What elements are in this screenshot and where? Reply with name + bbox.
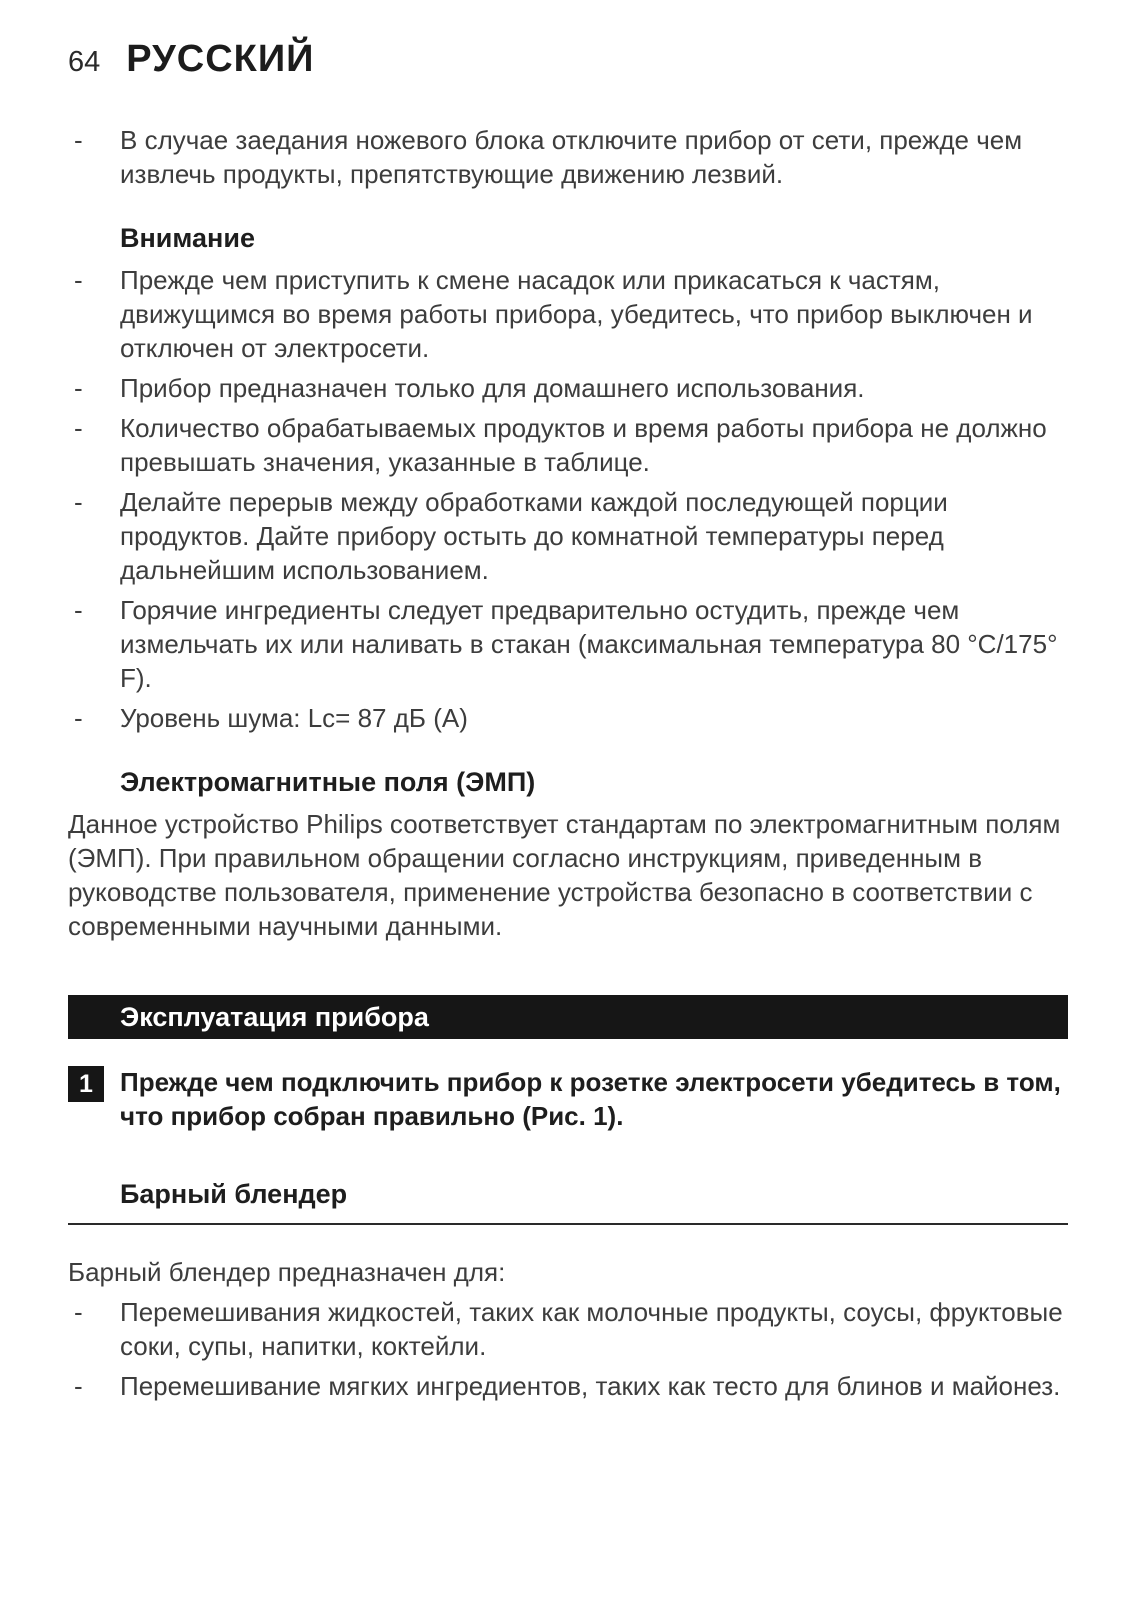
- list-item-text: Делайте перерыв между обработками каждой последующей порции продуктов. Дайте прибору остыть до комнатной температуры перед дальнейшим использованием.: [120, 487, 948, 585]
- page-header: [68, 38, 1068, 80]
- list-item: [68, 411, 1068, 479]
- list-item: [68, 593, 1068, 695]
- emf-paragraph: Данное устройство Philips соответствует стандартам по электромагнитным полям (ЭМП). При правильном обращении согласно инструкциям, приведенным в руководстве пользователя, применение устройства безопасно в соответствии с современными научными данными.: [68, 809, 1061, 941]
- list-item: [68, 701, 1068, 735]
- bullet-dash: -: [74, 1297, 83, 1327]
- list-item-text: Перемешивания жидкостей, таких как молочные продукты, соусы, фруктовые соки, супы, напитки, коктейли.: [120, 1297, 1063, 1361]
- bullet-dash: -: [74, 125, 83, 155]
- list-item-text: Прибор предназначен только для домашнего использования.: [120, 373, 865, 403]
- section-bar-title: Эксплуатация прибора: [120, 1002, 429, 1032]
- list-item-text: Горячие ингредиенты следует предварительно остудить, прежде чем измельчать их или наливать в стакан (максимальная температура 80 °C/175° F).: [120, 595, 1058, 693]
- list-item: [68, 1295, 1068, 1363]
- list-item-text: Прежде чем приступить к смене насадок или прикасаться к частям, движущимся во время работы прибора, убедитесь, что прибор выключен и отключен от электросети.: [120, 265, 1033, 363]
- list-item: [68, 123, 1068, 191]
- bar-blender-intro: Барный блендер предназначен для:: [68, 1257, 506, 1287]
- bar-blender-heading: Барный блендер: [120, 1179, 348, 1209]
- list-item: [68, 263, 1068, 365]
- bullet-dash: -: [74, 595, 83, 625]
- bullet-dash: -: [74, 703, 83, 733]
- bullet-dash: -: [74, 1371, 83, 1401]
- attention-bullet-list: [68, 263, 1068, 735]
- bar-blender-heading-rule: [68, 1177, 1068, 1225]
- bullet-dash: -: [74, 265, 83, 295]
- list-item: [68, 371, 1068, 405]
- section-bar: [68, 995, 1068, 1039]
- list-item-text: Уровень шума: Lc= 87 дБ (A): [120, 703, 468, 733]
- list-item-text: Перемешивание мягких ингредиентов, таких как тесто для блинов и майонез.: [120, 1371, 1061, 1401]
- list-item-text: В случае заедания ножевого блока отключите прибор от сети, прежде чем извлечь продукты, препятствующие движению лезвий.: [120, 125, 1023, 189]
- step-1: [68, 1065, 1068, 1133]
- step-number-badge: 1: [68, 1066, 104, 1102]
- bullet-dash: -: [74, 487, 83, 517]
- page-title: РУССКИЙ: [126, 38, 315, 80]
- bar-blender-bullet-list: [68, 1295, 1068, 1403]
- list-item-text: Количество обрабатываемых продуктов и время работы прибора не должно превышать значения, указанные в таблице.: [120, 413, 1047, 477]
- bullet-dash: -: [74, 373, 83, 403]
- page-number: 64: [68, 46, 101, 78]
- emf-heading: Электромагнитные поля (ЭМП): [120, 767, 536, 797]
- list-item: [68, 1369, 1068, 1403]
- step-text: Прежде чем подключить прибор к розетке электросети убедитесь в том, что прибор собран правильно (Рис. 1).: [120, 1067, 1061, 1131]
- intro-bullet-list: [68, 123, 1068, 191]
- attention-heading: Внимание: [120, 223, 255, 253]
- list-item: [68, 485, 1068, 587]
- bullet-dash: -: [74, 413, 83, 443]
